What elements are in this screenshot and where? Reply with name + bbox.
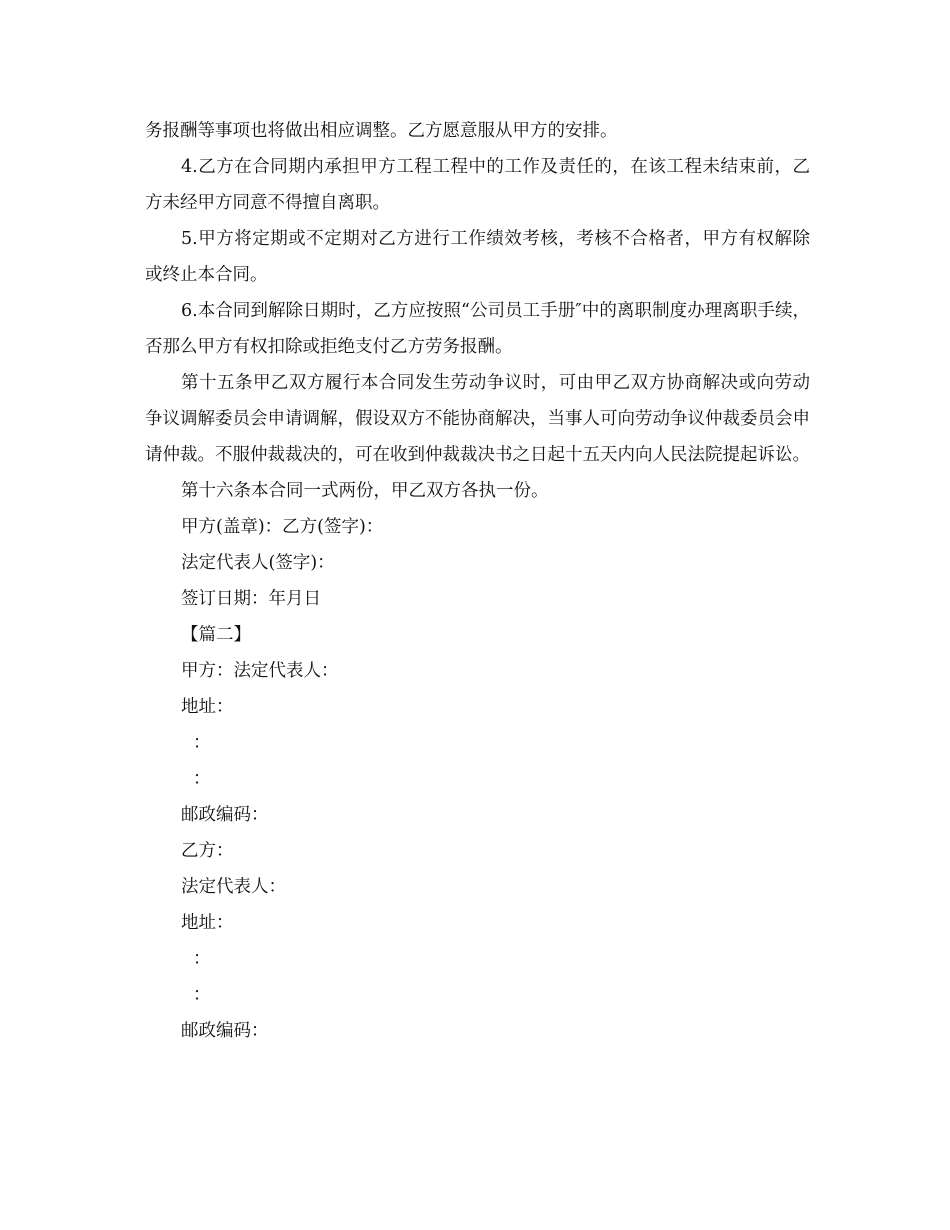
- party-b-postcode: 邮政编码：: [181, 1021, 269, 1041]
- paragraph-continuation: 务报酬等事项也将做出相应调整。乙方愿意服从甲方的安排。: [145, 121, 618, 141]
- paragraph-clause-4: 4.乙方在合同期内承担甲方工程工程中的工作及责任的，在该工程未结束前，乙方未经甲方同意不得擅自离职。: [145, 157, 810, 213]
- signature-party-a-seal: 甲方(盖章)：乙方(签字)：: [181, 517, 384, 537]
- party-a-colon-field-2: ：: [193, 769, 211, 789]
- party-b-line: 乙方：: [181, 841, 234, 861]
- party-b-address: 地址：: [181, 913, 234, 933]
- party-a-postcode: 邮政编码：: [181, 805, 269, 825]
- party-b-colon-field-2: ：: [193, 985, 211, 1005]
- party-a-address: 地址：: [181, 697, 234, 717]
- party-a-colon-field-1: ：: [193, 733, 211, 753]
- paragraph-clause-6: 6.本合同到解除日期时，乙方应按照“公司员工手册″中的离职制度办理离职手续，否那么甲方有权扣除或拒绝支付乙方劳务报酬。: [145, 301, 810, 357]
- party-a-line: 甲方：法定代表人：: [181, 661, 339, 681]
- signature-legal-rep: 法定代表人(签字)：: [181, 553, 335, 573]
- paragraph-clause-5: 5.甲方将定期或不定期对乙方进行工作绩效考核，考核不合格者，甲方有权解除或终止本合同。: [145, 229, 810, 285]
- party-b-colon-field-1: ：: [193, 949, 211, 969]
- party-b-legal-rep: 法定代表人：: [181, 877, 286, 897]
- signature-date: 签订日期：年月日: [181, 589, 321, 609]
- paragraph-article-15: 第十五条甲乙双方履行本合同发生劳动争议时，可由甲乙双方协商解决或向劳动争议调解委员会申请调解，假设双方不能协商解决，当事人可向劳动争议仲裁委员会申请仲裁。不服仲裁裁决的，可在收到仲裁裁决书之日起十五天内向人民法院提起诉讼。: [145, 373, 810, 465]
- paragraph-article-16: 第十六条本合同一式两份，甲乙双方各执一份。: [181, 481, 549, 501]
- document-body: [145, 113, 810, 1049]
- section-two-heading: 【篇二】: [181, 625, 251, 645]
